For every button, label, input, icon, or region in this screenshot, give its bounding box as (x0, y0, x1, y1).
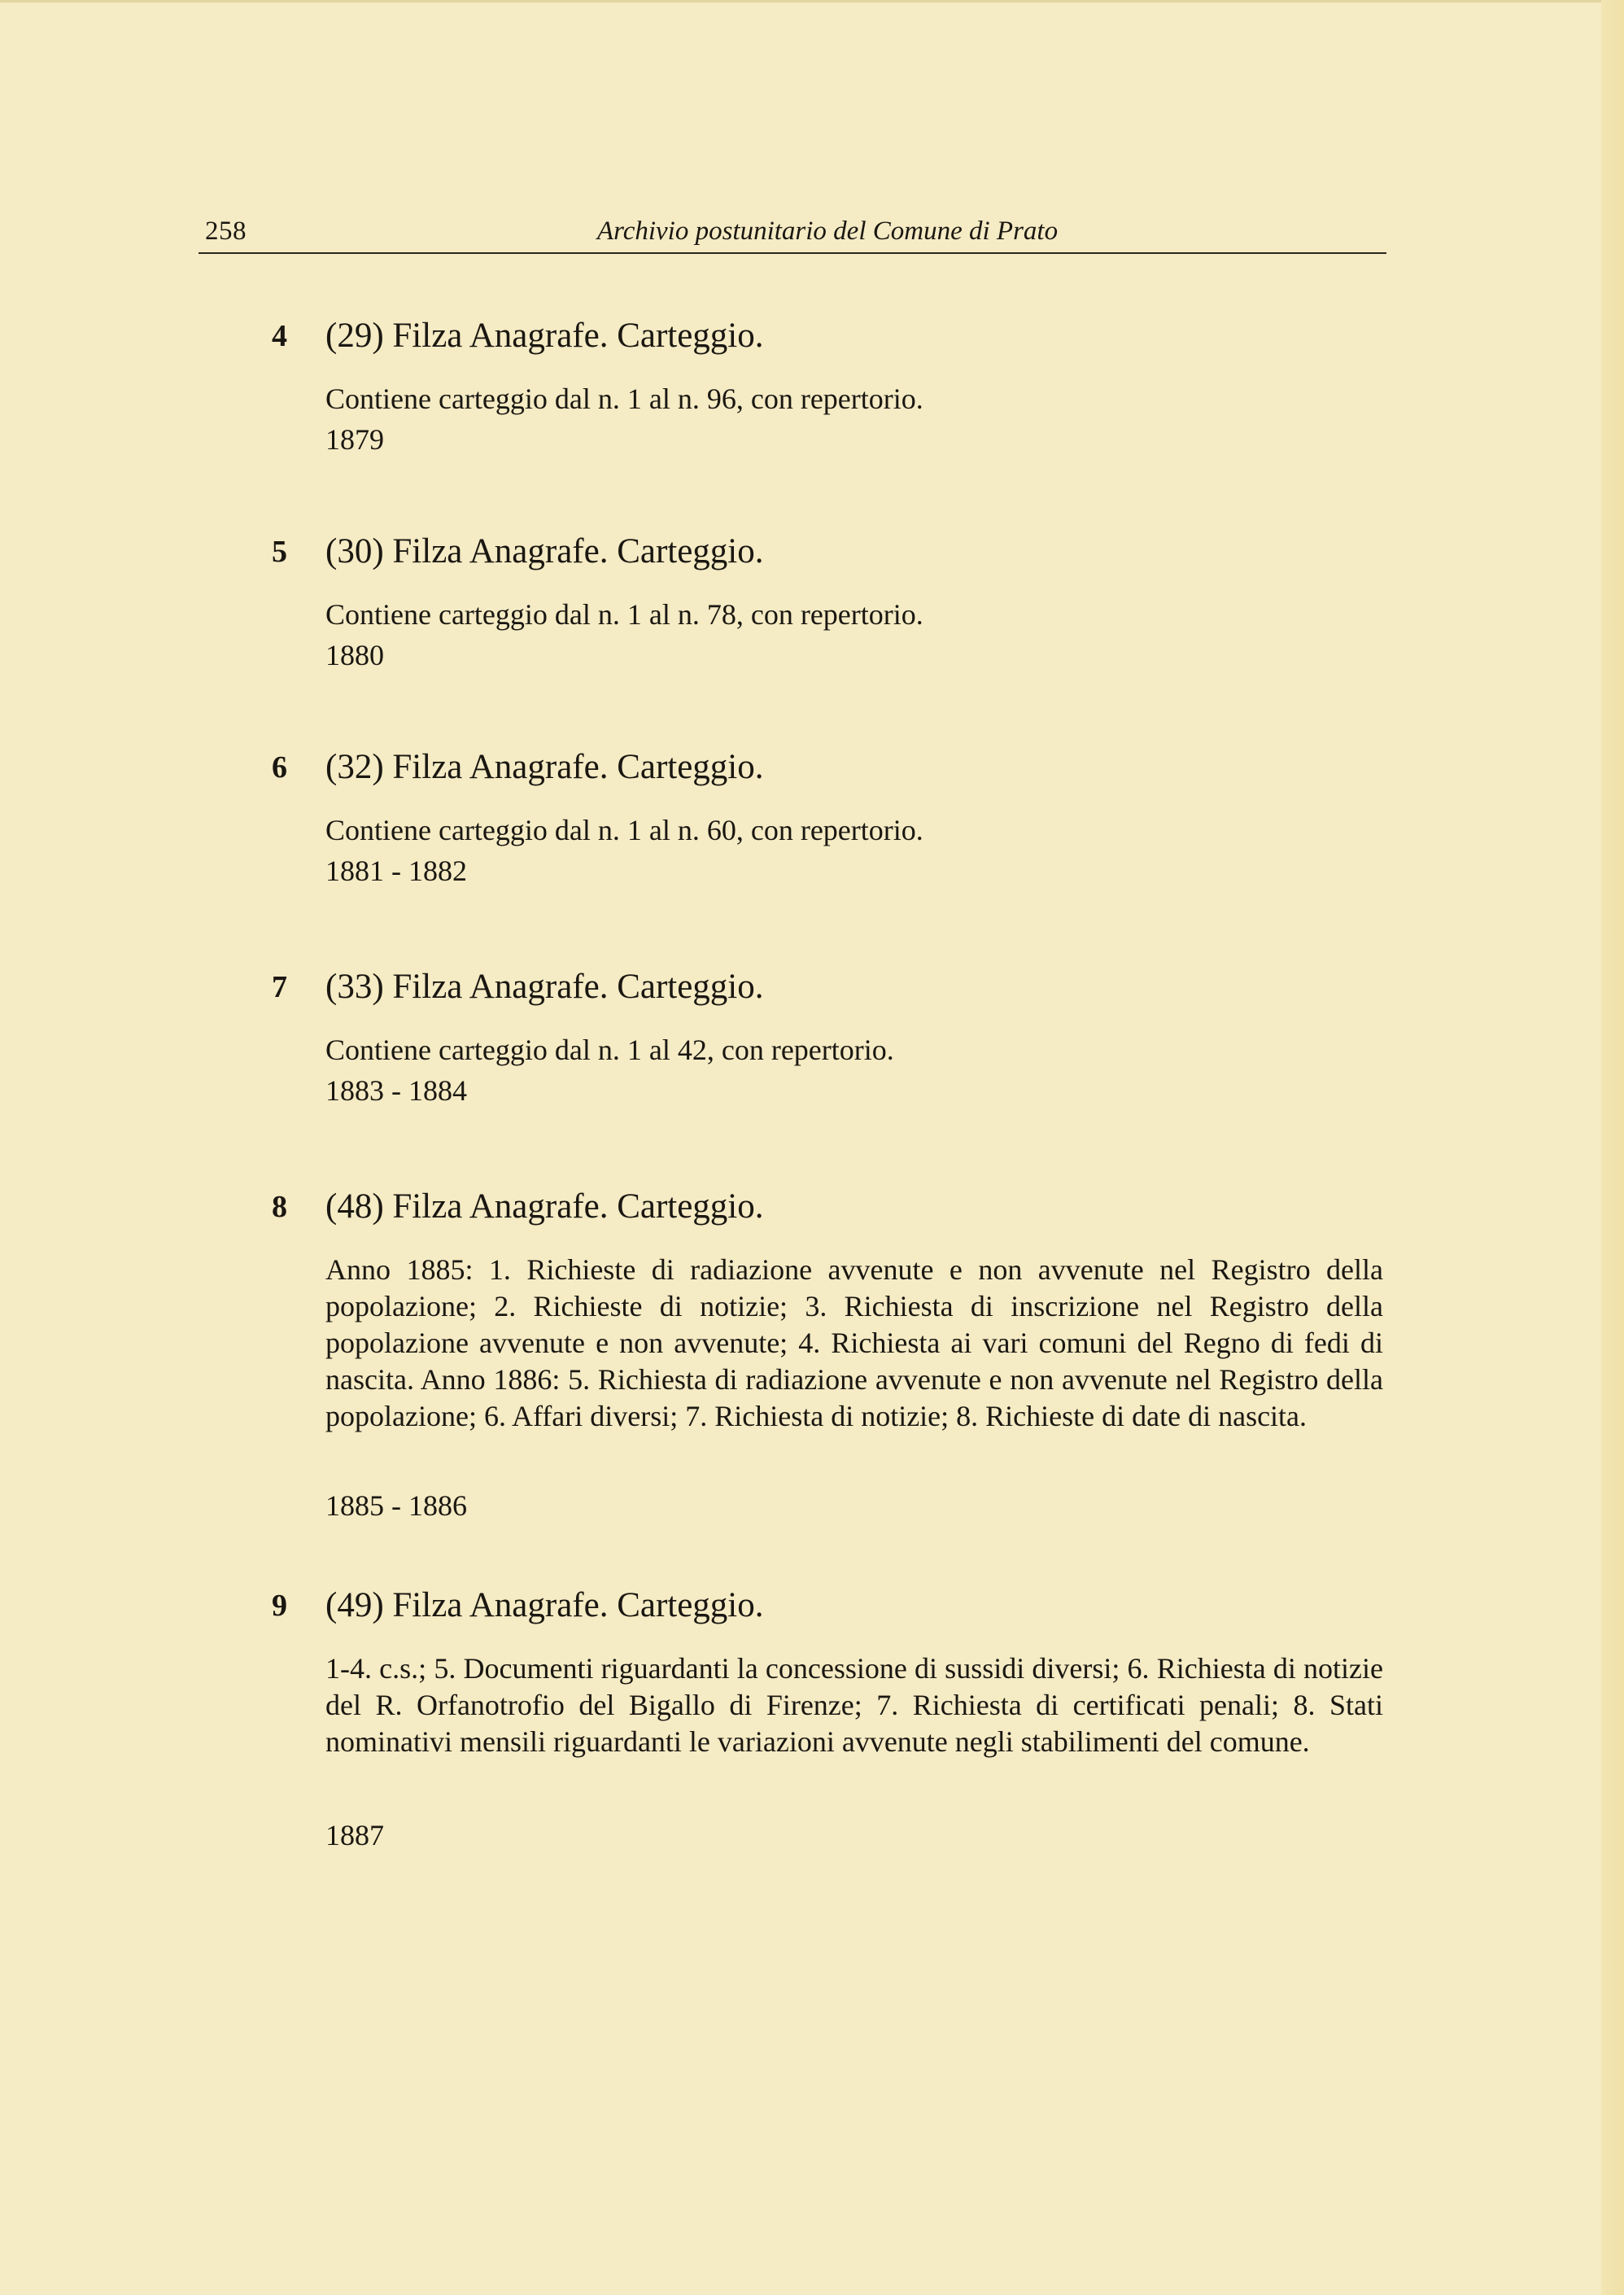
entry-description: 1-4. c.s.; 5. Documenti riguardanti la concessione di sussidi diversi; 6. Richiesta di notizie del R. Orfanotrofio del Bigallo di Firenze; 7. Richiesta di certificati penali; 8. Stati nominativi mensili riguardanti le variazioni avvenute negli stabilimenti del comune. (325, 1652, 1383, 1758)
entry-date: 1879 (325, 423, 384, 456)
entry-number: 9 (272, 1589, 287, 1623)
page-number: 258 (205, 216, 247, 246)
entry-title: (32) Filza Anagrafe. Carteggio. (325, 748, 764, 786)
entry-title: (33) Filza Anagrafe. Carteggio. (325, 968, 764, 1006)
entry-title: (30) Filza Anagrafe. Carteggio. (325, 532, 764, 570)
entry-description: Contiene carteggio dal n. 1 al n. 60, con repertorio. (325, 814, 923, 846)
entry-description: Contiene carteggio dal n. 1 al n. 96, con repertorio. (325, 382, 923, 415)
entry-number: 6 (272, 750, 287, 785)
entry-date: 1881 - 1882 (325, 855, 467, 887)
entry-date: 1880 (325, 639, 384, 671)
entry-number: 4 (272, 319, 287, 353)
page-right-edge (1601, 0, 1624, 2295)
entry-number: 5 (272, 535, 287, 569)
entry-description: Contiene carteggio dal n. 1 al 42, con repertorio. (325, 1034, 894, 1066)
entry-title: (49) Filza Anagrafe. Carteggio. (325, 1586, 764, 1624)
entry-title: (29) Filza Anagrafe. Carteggio. (325, 317, 764, 355)
header-rule (199, 252, 1386, 254)
page-top-edge (0, 0, 1624, 2)
running-title: Archivio postunitario del Comune di Prato (596, 216, 1059, 246)
entry-date: 1887 (325, 1819, 384, 1851)
entry-number: 8 (272, 1190, 287, 1224)
entry-description: Contiene carteggio dal n. 1 al n. 78, con repertorio. (325, 598, 923, 631)
entry-number: 7 (272, 970, 287, 1004)
entry-description: Anno 1885: 1. Richieste di radiazione avvenute e non avvenute nel Registro della popolazione; 2. Richieste di notizie; 3. Richiesta di inscrizione nel Registro della popolazione avvenute e non avvenute; 4. Richiesta ai vari comuni del Regno di fedi di nascita. Anno 1886: 5. Richiesta di radiazione avvenute e non avvenute nel Registro della popolazione; 6. Affari diversi; 7. Richiesta di notizie; 8. Richieste di date di nascita. (325, 1253, 1383, 1432)
entry-date: 1885 - 1886 (325, 1489, 467, 1522)
entry-title: (48) Filza Anagrafe. Carteggio. (325, 1187, 764, 1226)
entry-date: 1883 - 1884 (325, 1074, 467, 1107)
